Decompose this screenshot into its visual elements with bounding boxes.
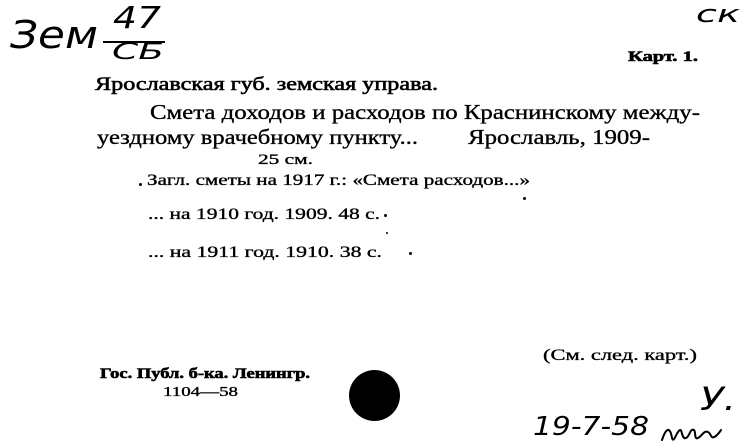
accession-number: 1104—58 [163,385,238,400]
signature-scribble [660,418,722,446]
speck [139,183,142,186]
shelf-subnumber: СБ [112,40,164,65]
author-heading: Ярославская губ. земская управа. [95,74,438,95]
corner-mark: ск [696,0,740,28]
note-title-variant: Загл. сметы на 1917 г.: «Смета расходов...» [147,172,530,189]
handwritten-date: 19-7-58 [533,412,649,442]
check-mark: У. [700,380,736,418]
note-issue-1911: ... на 1911 год. 1910. 38 с. [148,244,382,261]
punch-hole [349,370,400,421]
shelf-prefix: Зем [10,13,98,57]
library-name: Гос. Публ. б-ка. Ленингр. [100,366,310,382]
shelf-number: 47 [113,1,161,36]
speck [386,232,388,234]
title-line-2: уездному врачебному пункту... [97,125,418,149]
title-line-1: Смета доходов и расходов по Краснинскому между- [150,100,700,124]
card-number: Карт. 1. [628,49,698,65]
physical-size: 25 см. [258,152,313,168]
note-issue-1910: ... на 1910 год. 1909. 48 с. [148,206,380,223]
speck [523,197,526,200]
continued-note: (См. след. карт.) [543,347,697,364]
imprint: Ярославль, 1909- [468,125,650,149]
speck [409,252,412,255]
speck [384,214,387,217]
